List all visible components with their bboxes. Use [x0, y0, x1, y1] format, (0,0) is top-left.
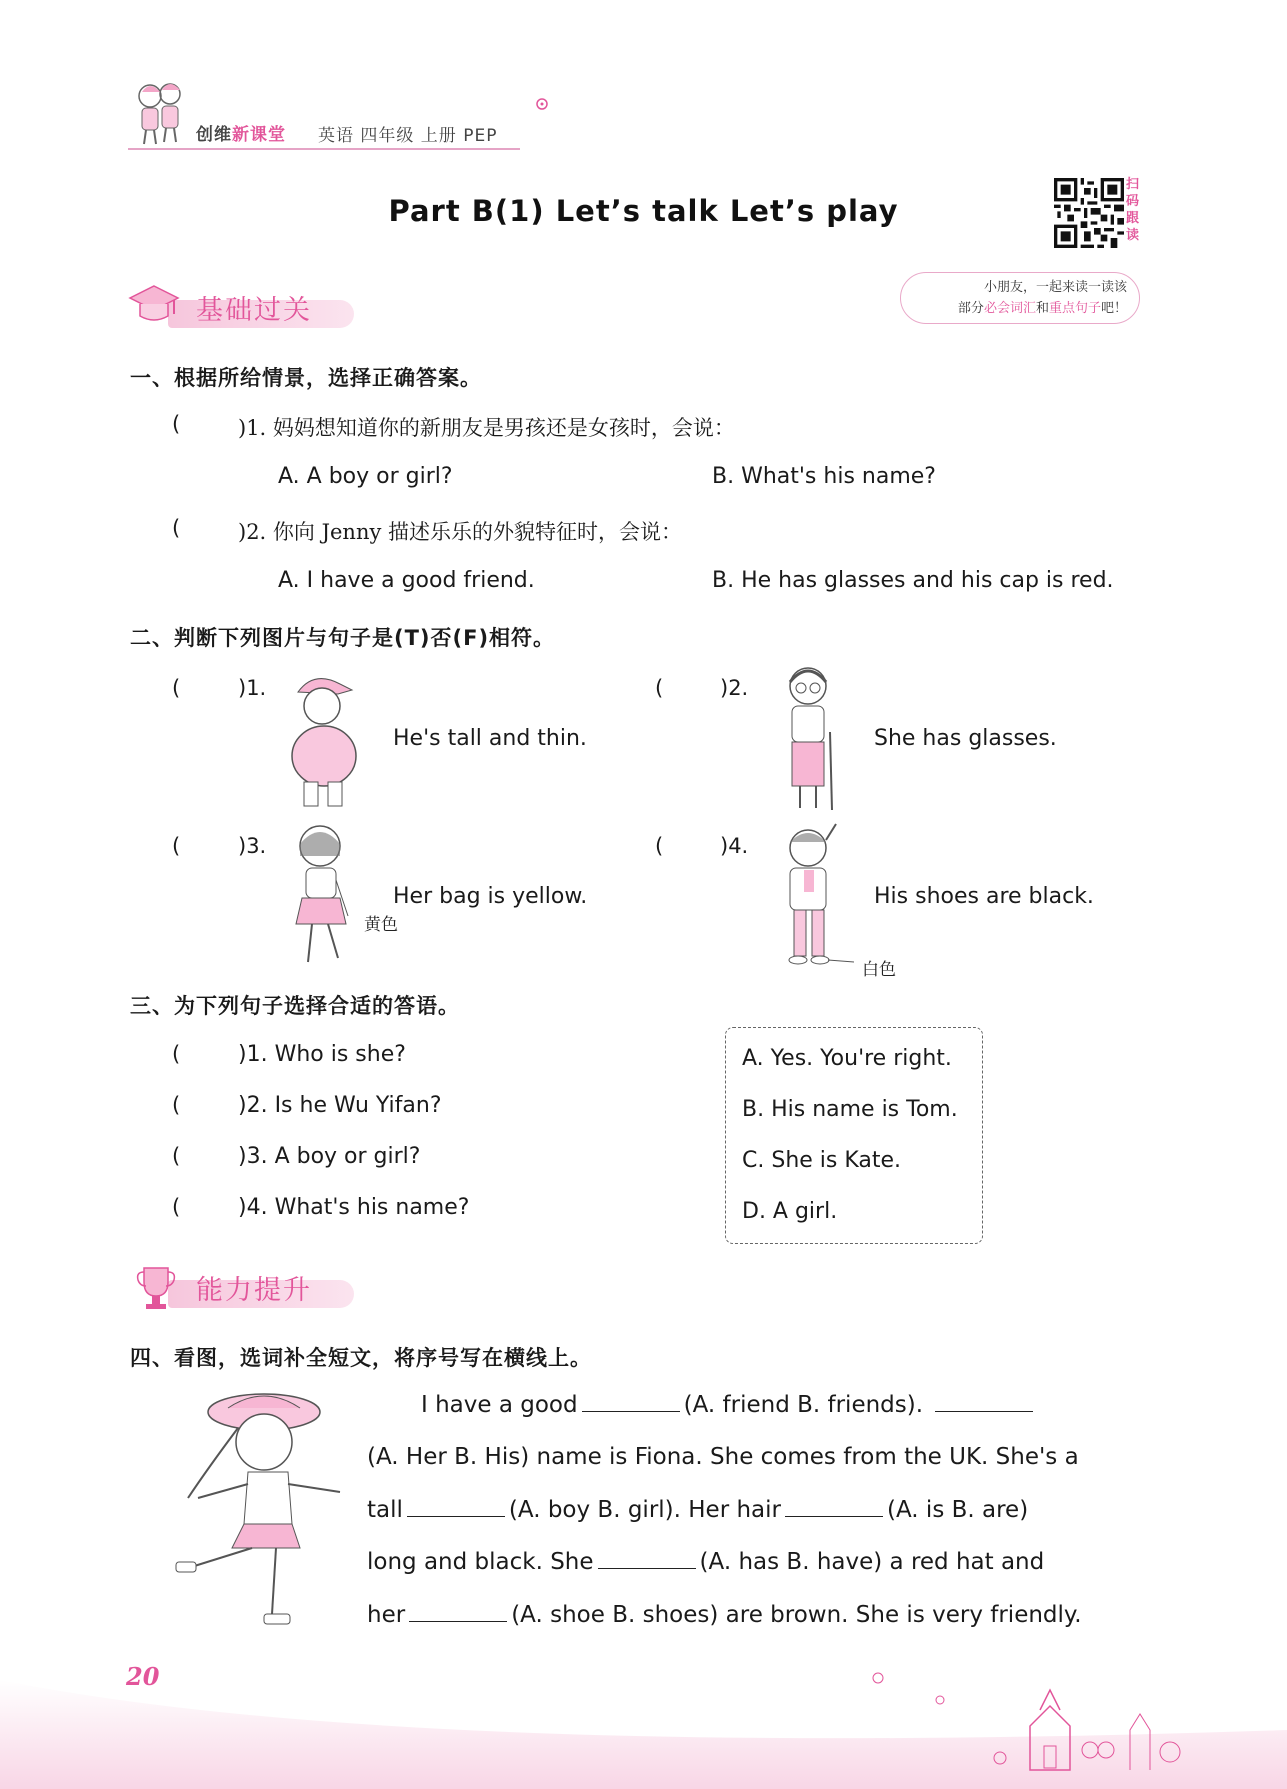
option-b: B. What's his name? [712, 464, 936, 489]
qr-code-icon[interactable] [1054, 178, 1124, 248]
answer-choice-b: B. His name is Tom. [742, 1097, 958, 1122]
answer-choice-d: D. A girl. [742, 1199, 838, 1224]
option-a: A. I have a good friend. [278, 568, 535, 593]
part3-heading: 三、为下列句子选择合适的答语。 [130, 994, 460, 1018]
answer-choice-a: A. Yes. You're right. [742, 1046, 952, 1071]
statement-2: She has glasses. [874, 726, 1057, 751]
part2-heading: 二、判断下列图片与句子是(T)否(F)相符。 [130, 626, 556, 650]
answer-paren[interactable]: ( [655, 834, 664, 858]
passage-line-4: long and black. She (A. has B. have) a red hat and [367, 1549, 1045, 1575]
cartoon-kids-logo [128, 78, 192, 150]
answer-paren[interactable]: ( [172, 1093, 181, 1117]
answer-paren[interactable]: ( [172, 1195, 181, 1219]
option-b: B. He has glasses and his cap is red. [712, 568, 1114, 593]
statement-4: His shoes are black. [874, 884, 1094, 909]
color-note-white: 白色 [862, 960, 896, 980]
item-number: )4. [720, 834, 749, 858]
answer-paren[interactable]: ( [655, 676, 664, 700]
statement-3: Her bag is yellow. [393, 884, 588, 909]
question-1: )1. 妈妈想知道你的新朋友是男孩还是女孩时，会说： [238, 416, 735, 440]
section-title-basic: 基础过关 [196, 295, 312, 326]
fat-boy-illustration [284, 670, 364, 810]
skating-girl-illustration [168, 1388, 354, 1636]
page-number: 20 [126, 1662, 160, 1691]
page-title: Part B(1) Let’s talk Let’s play [388, 194, 899, 228]
header-divider [128, 148, 520, 150]
header-subtitle: 英语 四年级 上册 PEP [318, 126, 498, 146]
color-note-yellow: 黄色 [364, 915, 398, 935]
graduation-cap-icon [128, 282, 180, 328]
passage-line-3: tall (A. boy B. girl). Her hair (A. is B. are) [367, 1497, 1029, 1523]
answer-paren[interactable]: ( [172, 834, 181, 858]
answer-paren[interactable]: ( [172, 516, 181, 540]
answer-paren[interactable]: ( [172, 1042, 181, 1066]
footer-decoration [0, 1640, 1287, 1789]
trophy-icon [134, 1264, 178, 1312]
part1-heading: 一、根据所给情景，选择正确答案。 [130, 366, 482, 390]
item-number: )1. [238, 676, 267, 700]
question-3: )3. A boy or girl? [238, 1144, 421, 1169]
boy-waving-illustration [774, 820, 854, 972]
question-2: )2. 你向 Jenny 描述乐乐的外貌特征时，会说： [238, 520, 683, 544]
blank[interactable] [407, 1498, 505, 1517]
blank[interactable] [785, 1498, 883, 1517]
question-2: )2. Is he Wu Yifan? [238, 1093, 442, 1118]
item-number: )3. [238, 834, 267, 858]
header-brand: 创维新课堂 [196, 125, 286, 145]
section-title-advanced: 能力提升 [196, 1275, 312, 1306]
question-1: )1. Who is she? [238, 1042, 406, 1067]
statement-1: He's tall and thin. [393, 726, 587, 751]
grandma-illustration [776, 662, 846, 812]
qr-label: 扫 码 跟 读 [1126, 177, 1140, 243]
answer-choice-c: C. She is Kate. [742, 1148, 902, 1173]
item-number: )2. [720, 676, 749, 700]
part4-heading: 四、看图，选词补全短文，将序号写在横线上。 [130, 1346, 592, 1370]
passage-line-1: I have a good (A. friend B. friends). [367, 1392, 1141, 1418]
answer-paren[interactable]: ( [172, 1144, 181, 1168]
passage-line-2: (A. Her B. His) name is Fiona. She comes from the UK. She's a [367, 1444, 1079, 1470]
reading-tip-bubble: 小朋友，一起来读一读该 部分必会词汇和重点句子吧！ [900, 272, 1140, 324]
blank[interactable] [935, 1393, 1033, 1412]
answer-paren[interactable]: ( [172, 676, 181, 700]
blank[interactable] [598, 1550, 696, 1569]
passage-line-5: her (A. shoe B. shoes) are brown. She is very friendly. [367, 1602, 1082, 1628]
girl-with-bag-illustration [286, 820, 356, 970]
blank[interactable] [409, 1603, 507, 1622]
flower-icon [532, 94, 552, 114]
option-a: A. A boy or girl? [278, 464, 453, 489]
answer-paren[interactable]: ( [172, 412, 181, 436]
blank[interactable] [582, 1393, 680, 1412]
question-4: )4. What's his name? [238, 1195, 470, 1220]
